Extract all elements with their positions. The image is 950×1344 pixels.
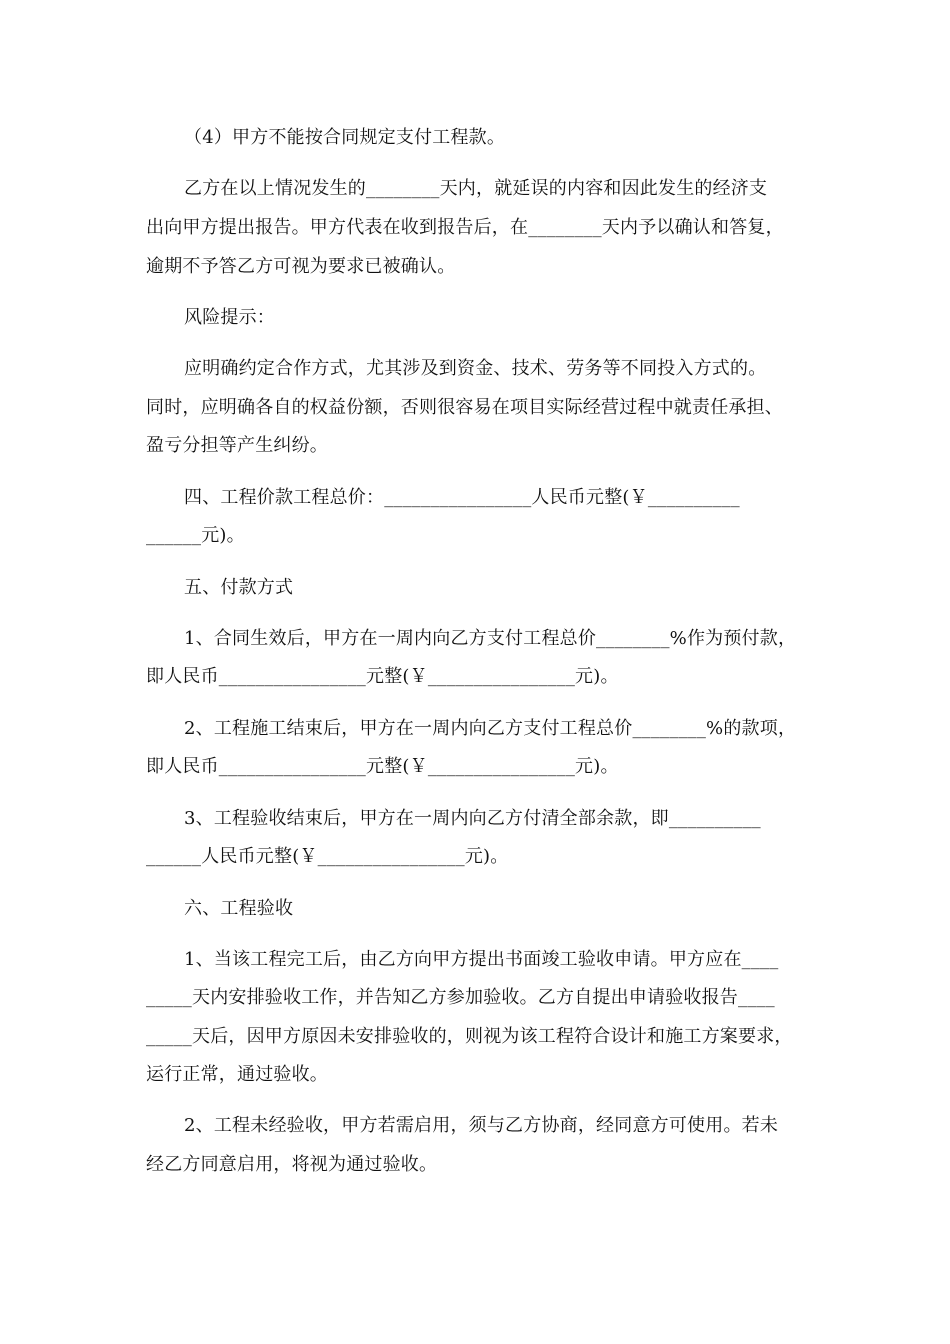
acceptance-1-line-1: 1、当该工程完工后，由乙方向甲方提出书面竣工验收申请。甲方应在____ [184, 949, 779, 970]
acceptance-2-line-1: 2、工程未经验收，甲方若需启用，须与乙方协商，经同意方可使用。若未 [184, 1115, 779, 1136]
payment-2-line-1: 2、工程施工结束后，甲方在一周内向乙方支付工程总价________%的款项， [184, 718, 797, 739]
payment-1-line-2: 即人民币________________元整(￥________________元)。 [146, 666, 619, 687]
acceptance-2-line-2: 经乙方同意启用，将视为通过验收。 [146, 1154, 438, 1175]
para-report-line-2: 出向甲方提出报告。甲方代表在收到报告后，在________天内予以确认和答复， [146, 217, 784, 238]
para-clause-4: （4）甲方不能按合同规定支付工程款。 [184, 127, 506, 148]
section-4-line-1: 四、工程价款工程总价：________________人民币元整(￥__________ [184, 487, 740, 508]
section-4-line-2: ______元)。 [146, 525, 245, 546]
risk-heading: 风险提示： [184, 307, 275, 328]
risk-line-3: 盈亏分担等产生纠纷。 [146, 435, 328, 456]
acceptance-1-line-3: _____天后，因甲方原因未安排验收的，则视为该工程符合设计和施工方案要求， [146, 1026, 793, 1047]
risk-line-2: 同时，应明确各自的权益份额，否则很容易在项目实际经营过程中就责任承担、 [146, 397, 783, 418]
para-report-line-1: 乙方在以上情况发生的________天内，就延误的内容和因此发生的经济支 [184, 178, 768, 199]
section-5-heading: 五、付款方式 [184, 577, 294, 598]
payment-3-line-2: ______人民币元整(￥________________元)。 [146, 846, 509, 867]
payment-2-line-2: 即人民币________________元整(￥________________元)。 [146, 756, 619, 777]
acceptance-1-line-4: 运行正常，通过验收。 [146, 1064, 328, 1085]
risk-line-1: 应明确约定合作方式，尤其涉及到资金、技术、劳务等不同投入方式的。 [184, 358, 767, 379]
section-6-heading: 六、工程验收 [184, 898, 294, 919]
para-report-line-3: 逾期不予答乙方可视为要求已被确认。 [146, 256, 456, 277]
payment-1-line-1: 1、合同生效后，甲方在一周内向乙方支付工程总价________%作为预付款， [184, 628, 797, 649]
payment-3-line-1: 3、工程验收结束后，甲方在一周内向乙方付清全部余款，即__________ [184, 808, 761, 829]
acceptance-1-line-2: _____天内安排验收工作，并告知乙方参加验收。乙方自提出申请验收报告____ [146, 987, 775, 1008]
